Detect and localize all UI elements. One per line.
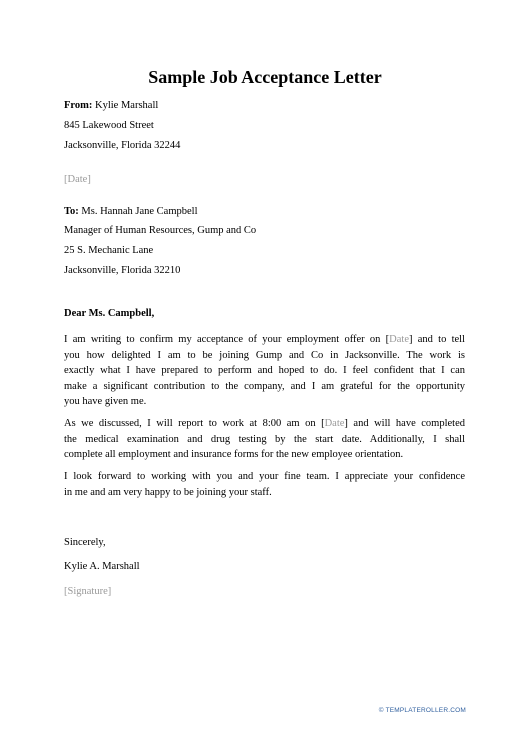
sender-name-line <box>64 100 158 111</box>
paragraph-1-line-5: you have given me. <box>64 396 147 407</box>
signature-close-bracket: ] <box>107 586 112 597</box>
p1-date-placeholder: Date <box>389 334 409 345</box>
paragraph-1-line-1 <box>64 332 465 348</box>
paragraph-1-line-4: make a significant contribution to the company, and I am grateful for the opportunity <box>64 380 465 392</box>
paragraph-1-line-3: exactly what I have prepared to perform and hoped to do. I feel confident that I can <box>64 365 465 376</box>
recipient-title: Manager of Human Resources, Gump and Co <box>64 225 257 236</box>
recipient-street: 25 S. Mechanic Lane <box>64 245 154 256</box>
p2-date-placeholder: Date <box>324 418 345 429</box>
recipient-city: Jacksonville, Florida 32210 <box>64 265 181 276</box>
signature-placeholder-text: Signature <box>67 586 108 597</box>
sender-city: Jacksonville, Florida 32244 <box>64 140 181 151</box>
date-open-bracket: [ <box>64 174 68 185</box>
signature-placeholder <box>64 586 111 597</box>
paragraph-2-line-2: the medical examination and drug testing by the start date. Additionally, I shall <box>64 433 465 445</box>
paragraph-2 <box>64 416 465 463</box>
paragraph-3-line-2: in me and am very happy to be joining your staff. <box>64 486 272 498</box>
footer-link[interactable]: © TEMPLATEROLLER.COM <box>378 707 466 714</box>
paragraph-2-line-1 <box>64 416 465 432</box>
signature-name: Kylie A. Marshall <box>64 561 140 572</box>
recipient-label: To: <box>64 206 79 217</box>
sender-label: From: <box>64 100 93 111</box>
paragraph-1 <box>64 332 465 410</box>
p1-text-a: I am writing to confirm my acceptance of your employment offer on [ <box>64 334 390 345</box>
p2-text-b: ] and will have completed <box>344 418 465 429</box>
date-placeholder-text: Date <box>67 174 88 185</box>
letter-title: Sample Job Acceptance Letter <box>148 67 382 87</box>
sender-street: 845 Lakewood Street <box>64 120 154 131</box>
signature-open-bracket: [ <box>64 586 68 597</box>
date-placeholder <box>64 174 91 185</box>
salutation: Dear Ms. Campbell, <box>64 308 155 319</box>
closing: Sincerely, <box>64 537 106 548</box>
recipient-name-line <box>64 206 197 217</box>
paragraph-3-line-1: I look forward to working with you and your fine team. I appreciate your confidence <box>64 471 465 482</box>
paragraph-1-line-2: you how delighted I am to be joining Gump and Co in Jacksonville. The work is <box>64 349 465 361</box>
p2-text-a: As we discussed, I will report to work at 8:00 am on [ <box>64 418 325 429</box>
recipient-name: Ms. Hannah Jane Campbell <box>81 206 198 217</box>
date-close-bracket: ] <box>87 174 91 185</box>
paragraph-2-line-3: complete all employment and insurance forms for the new employee orientation. <box>64 449 404 460</box>
p1-text-b: ] and to tell <box>409 334 465 345</box>
sender-name: Kylie Marshall <box>95 100 159 111</box>
paragraph-3 <box>64 469 465 500</box>
